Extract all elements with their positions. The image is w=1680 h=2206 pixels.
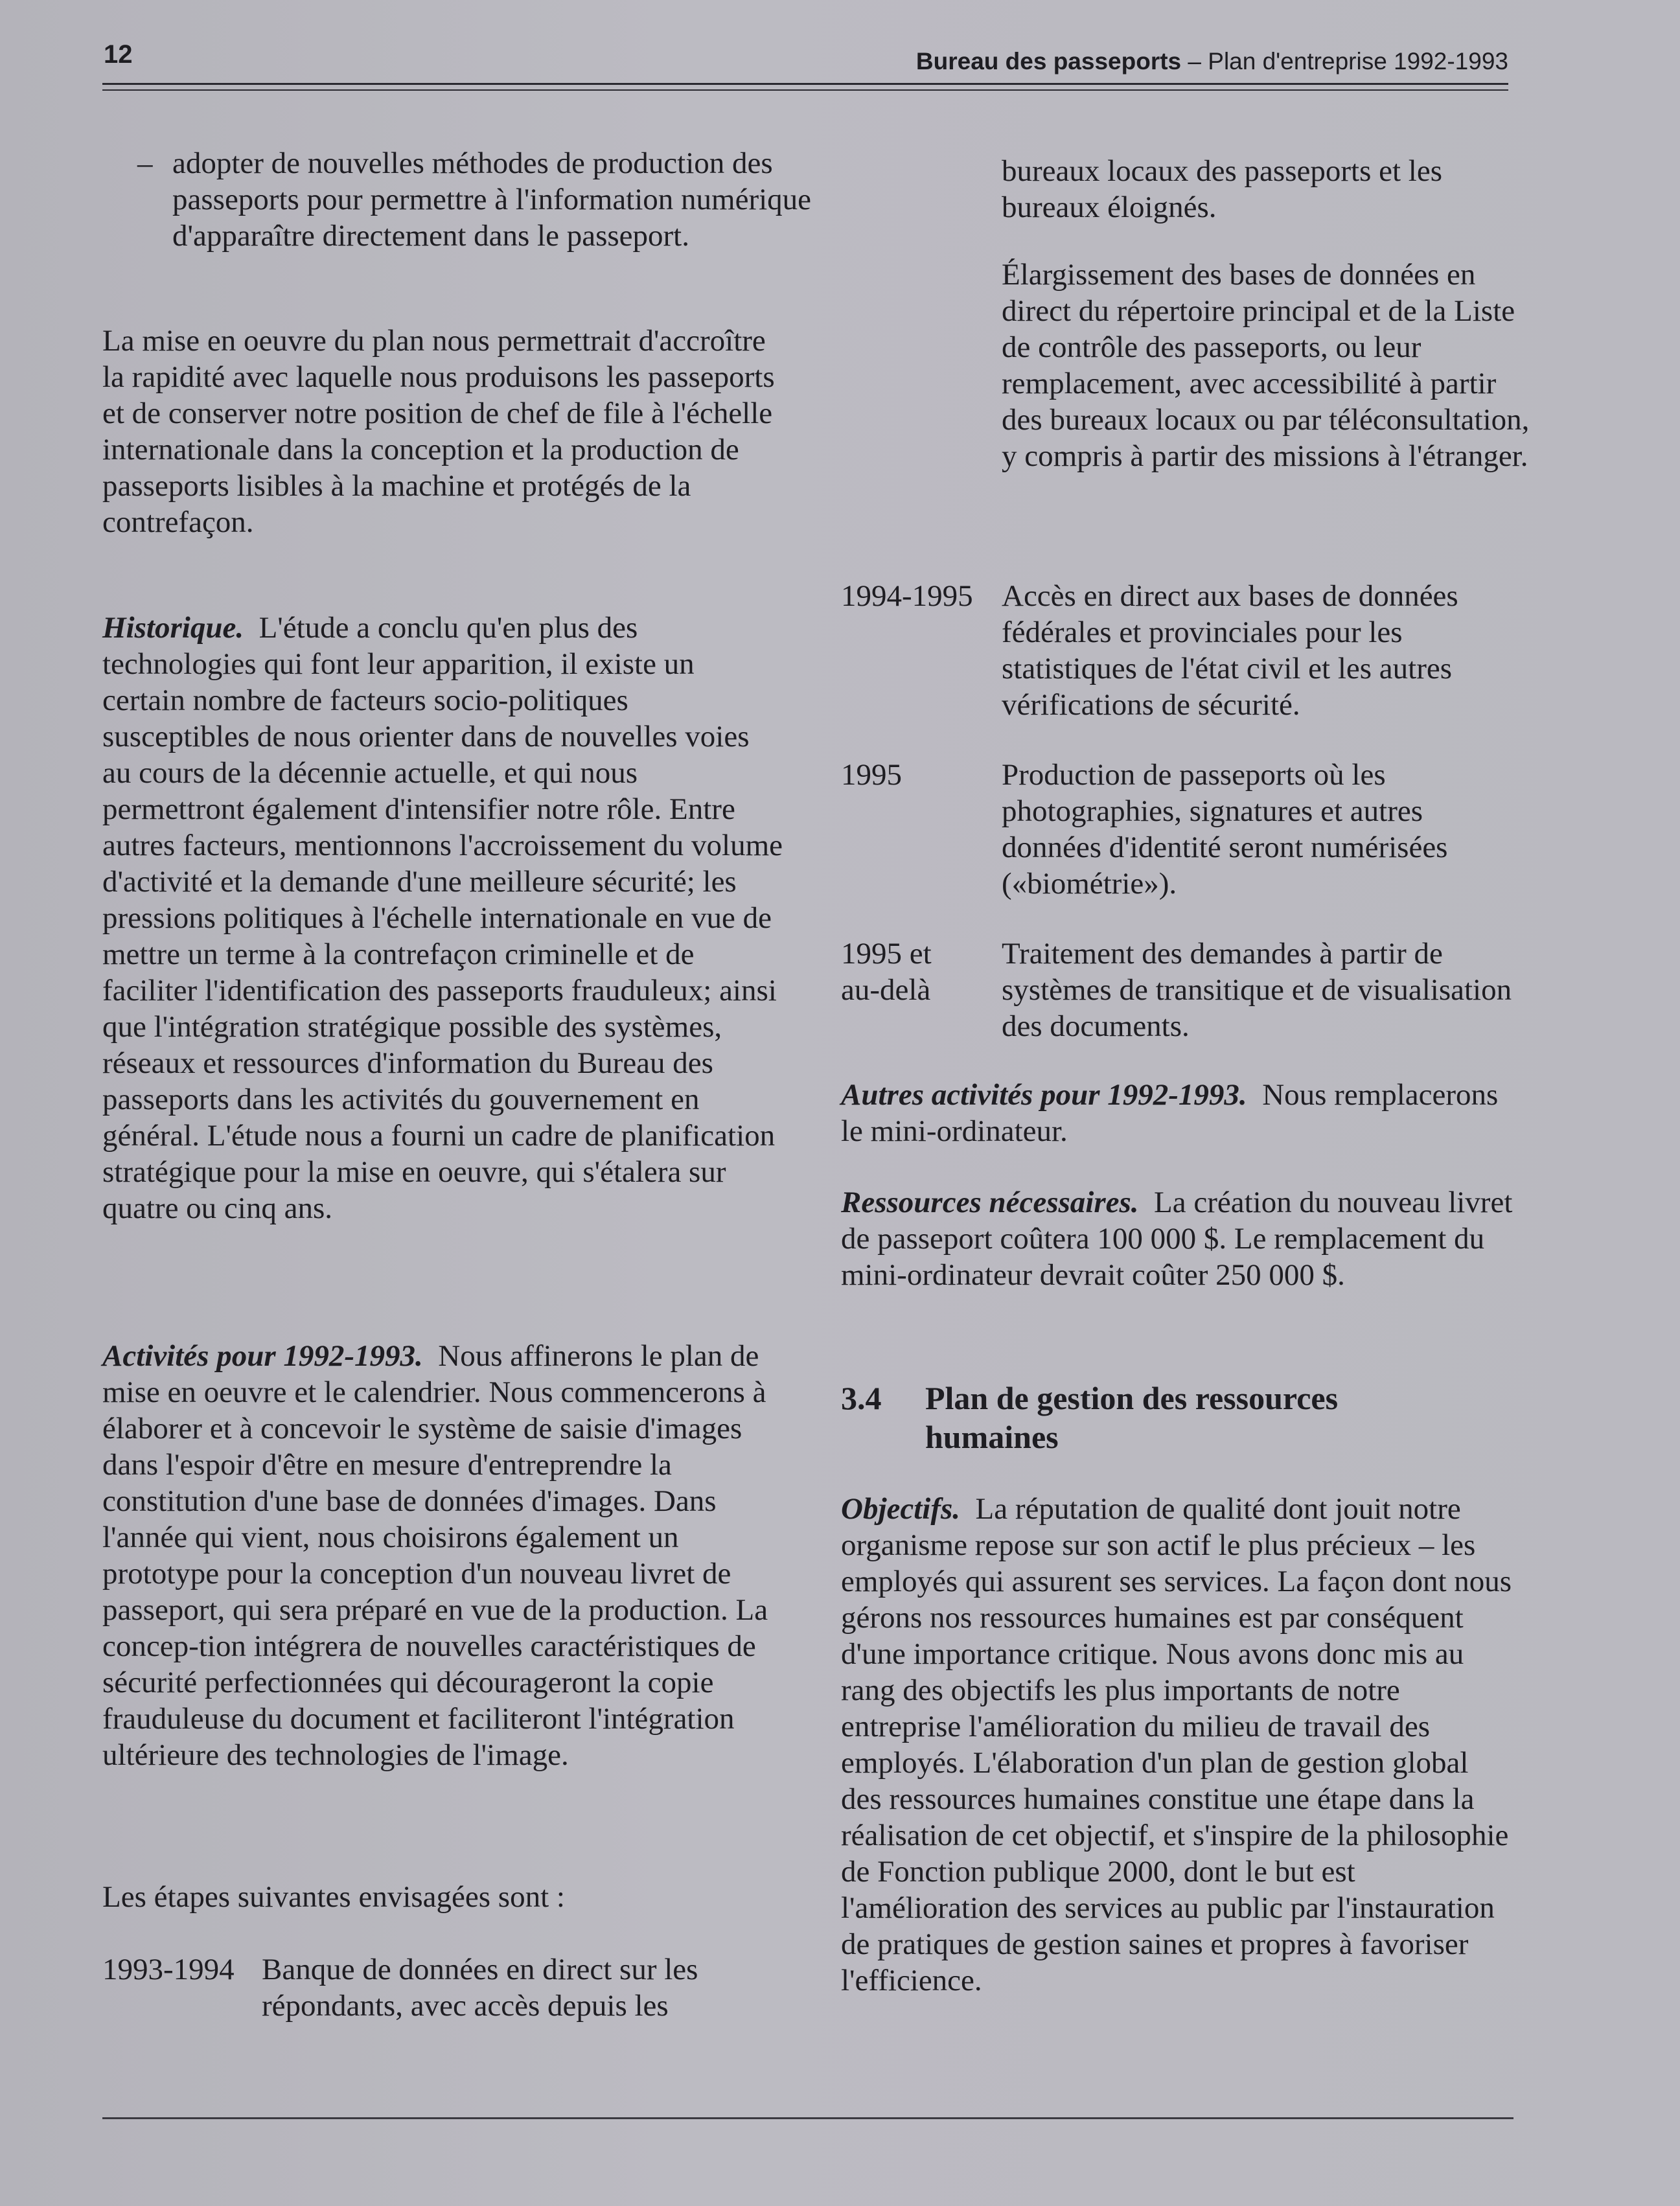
objectifs-text: La réputation de qualité dont jouit notre organisme repose sur son actif le plus précieux – les employés qui assurent ses services. La façon dont nous gérons nos ressources humaines est par conséquent d'une importance critique. Nous avons donc mis au rang des objectifs les plus importants de notre entreprise l'amélioration du milieu de travail des employés. L'élaboration d'un plan de gestion global des ressources humaines constitue une étape dans la réalisation de cet objectif, et s'inspire de la philosophie de Fonction publique 2000, dont le but est l'amélioration des services au public par l'instauration de pratiques de gestion saines et propres à favoriser l'efficience. — [841, 1492, 1512, 1997]
step-description-extra: Élargissement des bases de données en direct du répertoire principal et de la Liste de contrôle des passeports, ou leur remplacement, avec accessibilité à partir des bureaux locaux ou par téléconsultation, y compris à partir des missions à l'étranger. — [1002, 258, 1530, 473]
step-date-line1: 1995 et — [841, 937, 932, 971]
step-date-line2: au-delà — [841, 973, 931, 1007]
step-date: 1995 — [841, 758, 902, 792]
paragraph-autres — [841, 1077, 1515, 1149]
paragraph-historique — [102, 610, 783, 1226]
paragraph-ressources — [841, 1184, 1515, 1293]
header-rule-double — [102, 89, 1508, 91]
running-title — [916, 48, 1508, 75]
step-date: 1994-1995 — [841, 579, 973, 613]
objectifs-label: Objectifs. — [841, 1492, 961, 1526]
step-description: Production de passeports où les photographies, signatures et autres données d'identité seront numérisées («biométrie»). — [1002, 758, 1448, 901]
activites-text: Nous affinerons le plan de mise en oeuvre et le calendrier. Nous commencerons à élaborer et à concevoir le système de saisie d'images dans l'espoir d'être en mesure d'entreprendre la constitution d'une base de données d'images. Dans l'année qui vient, nous choisirons également un prototype pour la conception d'un nouveau livret de passeport, qui sera préparé en vue de la production. La concep-tion intégrera de nouvelles caractéristiques de sécurité perfectionnées qui décourageront la copie frauduleuse du document et faciliteront l'intégration ultérieure des technologies de l'image. — [102, 1339, 768, 1772]
footer-rule — [102, 2117, 1513, 2119]
running-title-rest: – Plan d'entreprise 1992-1993 — [1181, 48, 1508, 75]
paragraph-activites — [102, 1338, 783, 1773]
running-title-bold: Bureau des passeports — [915, 48, 1182, 75]
step-date: 1993-1994 — [102, 1953, 235, 1986]
historique-text: L'étude a conclu qu'en plus des technologies qui font leur apparition, il existe un certain nombre de facteurs socio-politiques susceptibles de nous orienter dans de nouvelles voies au cours de la décennie actuelle, et qui nous permettront également d'intensifier notre rôle. Entre autres facteurs, mentionnons l'accroissement du volume d'activité et la demande d'une meilleure sécurité; les pressions politiques à l'échelle internationale en vue de mettre un terme à la contrefaçon criminelle et de faciliter l'identification des passeports frauduleux; ainsi que l'intégration stratégique possible des systèmes, réseaux et ressources d'information du Bureau des passeports dans les activités du gouvernement en général. L'étude nous a fourni un cadre de planification stratégique pour la mise en oeuvre, qui s'étalera sur quatre ou cinq ans. — [102, 611, 783, 1225]
step-description: Accès en direct aux bases de données fédérales et provinciales pour les statistiques de l'état civil et les autres vérifications de sécurité. — [1002, 579, 1458, 722]
page-number: 12 — [104, 40, 133, 69]
section-title: Plan de gestion des ressources humaines — [925, 1380, 1339, 1455]
step-description: Banque de données en direct sur les répondants, avec accès depuis les — [262, 1953, 698, 2023]
autres-label: Autres activités pour 1992-1993. — [841, 1078, 1247, 1112]
activites-label: Activités pour 1992-1993. — [102, 1339, 423, 1373]
running-header — [102, 40, 1508, 86]
autres-text: Nous remplacerons le mini-ordinateur. — [841, 1078, 1499, 1148]
ressources-label: Ressources nécessaires. — [841, 1186, 1139, 1219]
step-description: Traitement des demandes à partir de systèmes de transitique et de visualisation des documents. — [1002, 937, 1512, 1043]
ressources-text: La création du nouveau livret de passeport coûtera 100 000 $. Le remplacement du mini-ordinateur devrait coûter 250 000 $. — [841, 1186, 1513, 1292]
paragraph-etapes-intro: Les étapes suivantes envisagées sont : — [102, 1880, 565, 1914]
bullet-text: adopter de nouvelles méthodes de production des passeports pour permettre à l'information numérique d'apparaître directement dans le passeport. — [172, 146, 812, 253]
historique-label: Historique. — [102, 611, 244, 645]
header-rule — [102, 83, 1508, 85]
paragraph-plan: La mise en oeuvre du plan nous permettrait d'accroître la rapidité avec laquelle nous produisons les passeports et de conserver notre position de chef de file à l'échelle internationale dans la conception et la production de passeports lisibles à la machine et protégés de la contrefaçon. — [102, 324, 775, 539]
step-description-continued: bureaux locaux des passeports et les bureaux éloignés. — [1002, 154, 1442, 224]
paragraph-objectifs — [841, 1491, 1515, 1999]
section-number: 3.4 — [841, 1380, 882, 1416]
bullet-dash: – — [137, 146, 153, 180]
